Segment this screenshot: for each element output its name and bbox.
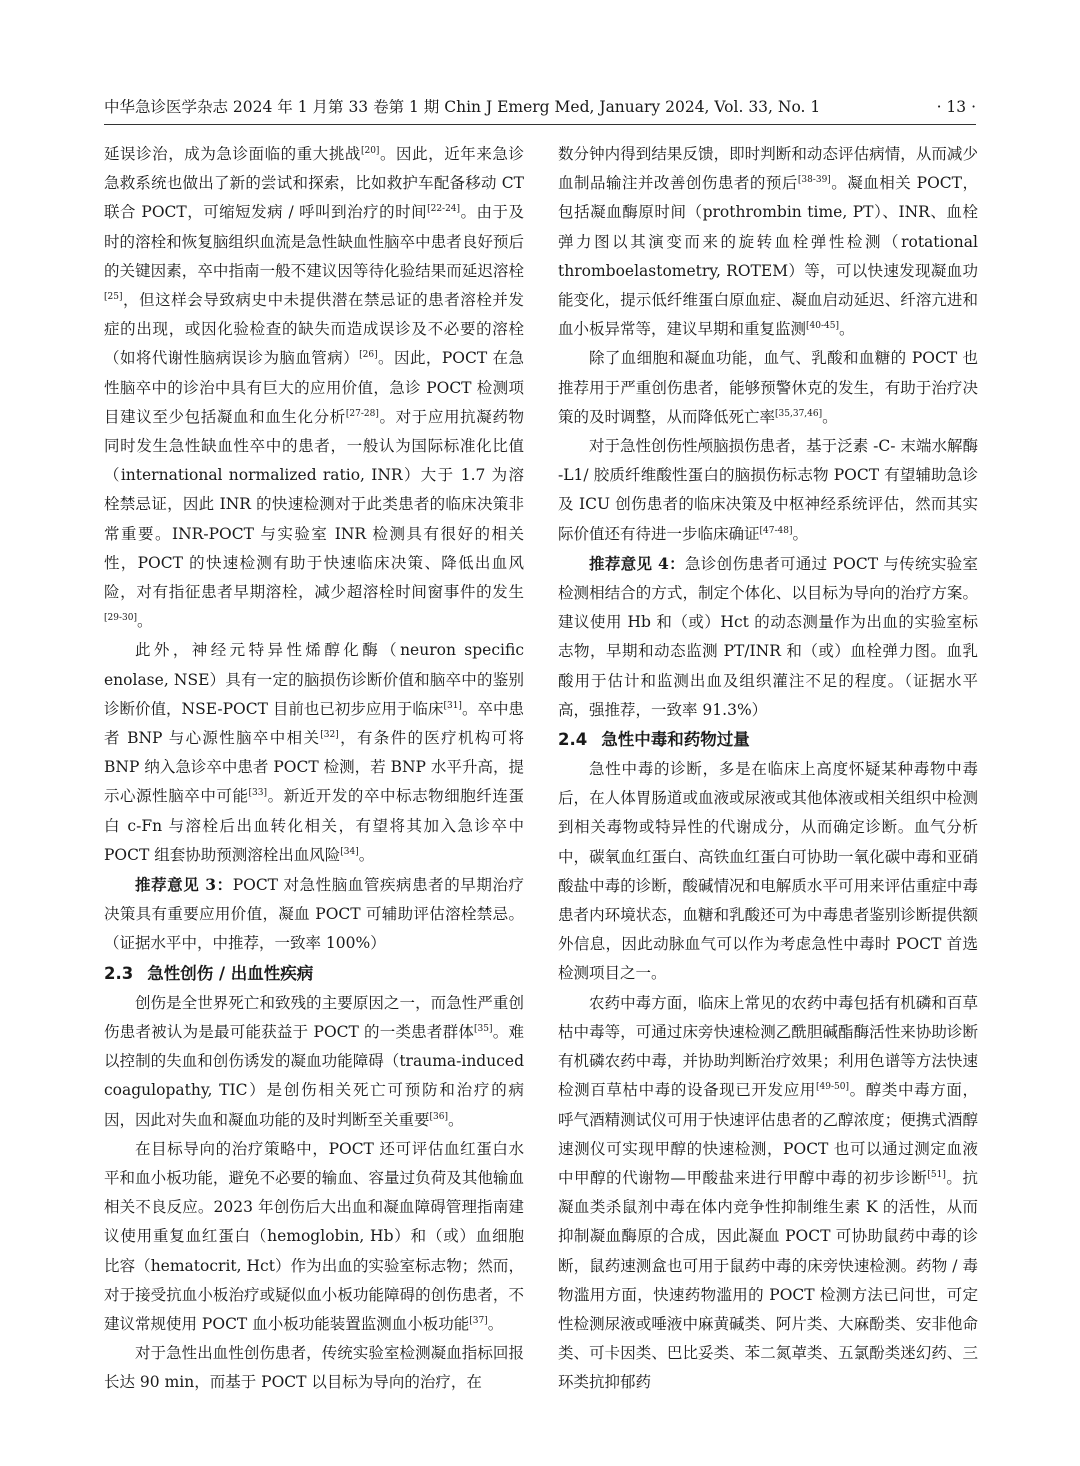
paragraph: 数分钟内得到结果反馈，即时判断和动态评估病情，从而减少血制品输注并改善创伤患者的预后[38-39]。凝血相关 POCT，包括凝血酶原时间（prothrombin time, PT）、INR、血栓弹力图以其演变而来的旋转血栓弹性检测（rotational thromboelastometry, ROTEM）等，可以快速发现凝血功能变化，提示低纤维蛋白原血症、凝血启动延迟、纤溶亢进和血小板异常等，建议早期和重复监测[40-45]。 <box>558 145 978 339</box>
recommendation-4: 推荐意见 4：急诊创伤患者可通过 POCT 与传统实验室检测相结合的方式，制定个体化、以目标为导向的治疗方案。建议使用 Hb 和（或）Hct 的动态测量作为出血的实验室标志物，早期和动态监测 PT/INR 和（或）血栓弹力图。血乳酸用于估计和监测出血及组织灌注不足的程度。（证据水平高，强推荐，一致率 91.3%） <box>558 553 978 719</box>
citation: [22-24] <box>427 204 461 215</box>
running-header <box>104 96 976 125</box>
citation: [49-50] <box>816 1082 849 1093</box>
section-heading-2-3: 2.3 急性创伤 / 出血性疾病 <box>104 963 314 983</box>
citation: [36] <box>429 1111 448 1122</box>
journal-citation: 中华急诊医学杂志 2024 年 1 月第 33 卷第 1 期 Chin J Emerg Med, January 2024, Vol. 33, No. 1 <box>104 98 821 116</box>
citation: [51] <box>927 1169 946 1180</box>
section-heading-2-4: 2.4 急性中毒和药物过量 <box>558 730 750 750</box>
citation: [38-39] <box>797 175 831 186</box>
citation: [32] <box>320 730 339 741</box>
right-column <box>558 140 978 1398</box>
page-number: · 13 · <box>936 98 976 116</box>
paragraph: 除了血细胞和凝血功能，血气、乳酸和血糖的 POCT 也推荐用于严重创伤患者，能够预警休克的发生，有助于治疗决策的及时调整，从而降低死亡率[35,37,46]。 <box>558 349 978 426</box>
citation: [26] <box>359 350 378 361</box>
paragraph: 农药中毒方面，临床上常见的农药中毒包括有机磷和百草枯中毒等，可通过床旁快速检测乙酰胆碱酯酶活性来协助诊断有机磷农药中毒，并协助判断治疗效果；利用色谱等方法快速检测百草枯中毒的设备现已开发应用[49-50]。醇类中毒方面，呼气酒精测试仪可用于快速评估患者的乙醇浓度；便携式酒醇速测仪可实现甲醇的快速检测，POCT 也可以通过测定血液中甲醇的代谢物—甲酸盐来进行甲醇中毒的初步诊断[51]。抗凝血类杀鼠剂中毒在体内竞争性抑制维生素 K 的活性，从而抑制凝血酶原的合成，因此凝血 POCT 可协助鼠药中毒的诊断，鼠药速测盒也可用于鼠药中毒的床旁快速检测。药物 / 毒物滥用方面，快速药物滥用的 POCT 检测方法已问世，可定性检测尿液或唾液中麻黄碱类、阿片类、大麻酚类、安非他命类、可卡因类、巴比妥类、苯二氮䓬类、五氯酚类迷幻药、三环类抗抑郁药 <box>558 993 978 1392</box>
paragraph: 创伤是全世界死亡和致残的主要原因之一，而急性严重创伤患者被认为是最可能获益于 POCT 的一类患者群体[35]。难以控制的失血和创伤诱发的凝血功能障碍（trauma-induced coagulopathy, TIC）是创伤相关死亡可预防和治疗的病因，因此对失血和凝血功能的及时判断至关重要[36]。 <box>104 993 524 1129</box>
citation: [40-45] <box>806 321 839 332</box>
citation: [31] <box>443 700 462 711</box>
paragraph: 此外，神经元特异性烯醇化酶（neuron specific enolase, NSE）具有一定的脑损伤诊断价值和脑卒中的鉴别诊断价值，NSE-POCT 目前也已初步应用于临床[31]。卒中患者 BNP 与心源性脑卒中相关[32]，有条件的医疗机构可将 BNP 纳入急诊卒中患者 POCT 检测，若 BNP 水平升高，提示心源性脑卒中可能[33]。新近开发的卒中标志物细胞纤连蛋白 c-Fn 与溶栓后出血转化相关，有望将其加入急诊卒中 POCT 组套协助预测溶栓出血风险[34]。 <box>104 641 524 864</box>
recommendation-3: 推荐意见 3：POCT 对急性脑血管疾病患者的早期治疗决策具有重要应用价值，凝血 POCT 可辅助评估溶栓禁忌。（证据水平中，中推荐，一致率 100%） <box>104 875 525 953</box>
paragraph: 急性中毒的诊断，多是在临床上高度怀疑某种毒物中毒后，在人体胃肠道或血液或尿液或其他体液或相关组织中检测到相关毒物或特异性的代谢成分，从而确定诊断。血气分析中，碳氧血红蛋白、高铁血红蛋白可协助一氧化碳中毒和亚硝酸盐中毒的诊断，酸碱情况和电解质水平可用来评估重症中毒患者内环境状态，血糖和乳酸还可为中毒患者鉴别诊断提供额外信息，因此动脉血气可以作为考虑急性中毒时 POCT 首选检测项目之一。 <box>558 760 978 983</box>
paragraph: 对于急性创伤性颅脑损伤患者，基于泛素 -C- 末端水解酶 -L1/ 胶质纤维酸性蛋白的脑损伤标志物 POCT 有望辅助急诊及 ICU 创伤患者的临床决策及中枢神经系统评估，然而其实际价值还有待进一步临床确证[47-48]。 <box>558 437 978 543</box>
recommendation-label: 推荐意见 3： <box>135 875 233 895</box>
paragraph: 对于急性出血性创伤患者，传统实验室检测凝血指标回报长达 90 min，而基于 POCT 以目标为导向的治疗，在 <box>104 1344 524 1392</box>
citation: [33] <box>248 788 268 799</box>
citation: [35] <box>474 1023 493 1034</box>
paragraph: 在目标导向的治疗策略中，POCT 还可评估血红蛋白水平和血小板功能，避免不必要的输血、容量过负荷及其他输血相关不良反应。2023 年创伤后大出血和凝血障碍管理指南建议使用重复血红蛋白（hemoglobin, Hb）和（或）血细胞比容（hematocrit, Hct）作为出血的实验室标志物；然而，对于接受抗血小板治疗或疑似血小板功能障碍的创伤患者，不建议常规使用 POCT 血小板功能装置监测血小板功能[37]。 <box>104 1139 524 1333</box>
citation: [37] <box>469 1315 488 1326</box>
citation: [25] <box>104 292 123 303</box>
citation: [34] <box>340 846 359 857</box>
citation: [27-28] <box>345 408 379 419</box>
citation: [35,37,46] <box>775 408 823 419</box>
left-column <box>104 140 524 1398</box>
citation: [29-30] <box>104 613 137 624</box>
recommendation-label: 推荐意见 4： <box>589 553 685 573</box>
citation: [20] <box>360 146 380 156</box>
paragraph: 延误诊治，成为急诊面临的重大挑战[20]。因此，近年来急诊急救系统也做出了新的尝试和探索，比如救护车配备移动 CT 联合 POCT，可缩短发病 / 呼叫到治疗的时间[22-24]。由于及时的溶栓和恢复脑组织血流是急性缺血性脑卒中患者良好预后的关键因素，卒中指南一般不建议因等待化验结果而延迟溶栓[25]，但这样会导致病史中未提供潜在禁忌证的患者溶栓并发症的出现，或因化验检查的缺失而造成误诊及不必要的溶栓（如将代谢性脑病误诊为脑血管病）[26]。因此，POCT 在急性脑卒中的诊治中具有巨大的应用价值，急诊 POCT 检测项目建议至少包括凝血和血生化分析[27-28]。对于应用抗凝药物同时发生急性缺血性卒中的患者，一般认为国际标准化比值（international normalized ratio, INR）大于 1.7 为溶栓禁忌证，因此 INR 的快速检测对于此类患者的临床决策非常重要。INR-POCT 与实验室 INR 检测具有很好的相关性，POCT 的快速检测有助于快速临床决策、降低出血风险，对有指征患者早期溶栓，减少超溶栓时间窗事件的发生[29-30]。 <box>104 145 524 631</box>
citation: [47-48] <box>759 525 793 536</box>
